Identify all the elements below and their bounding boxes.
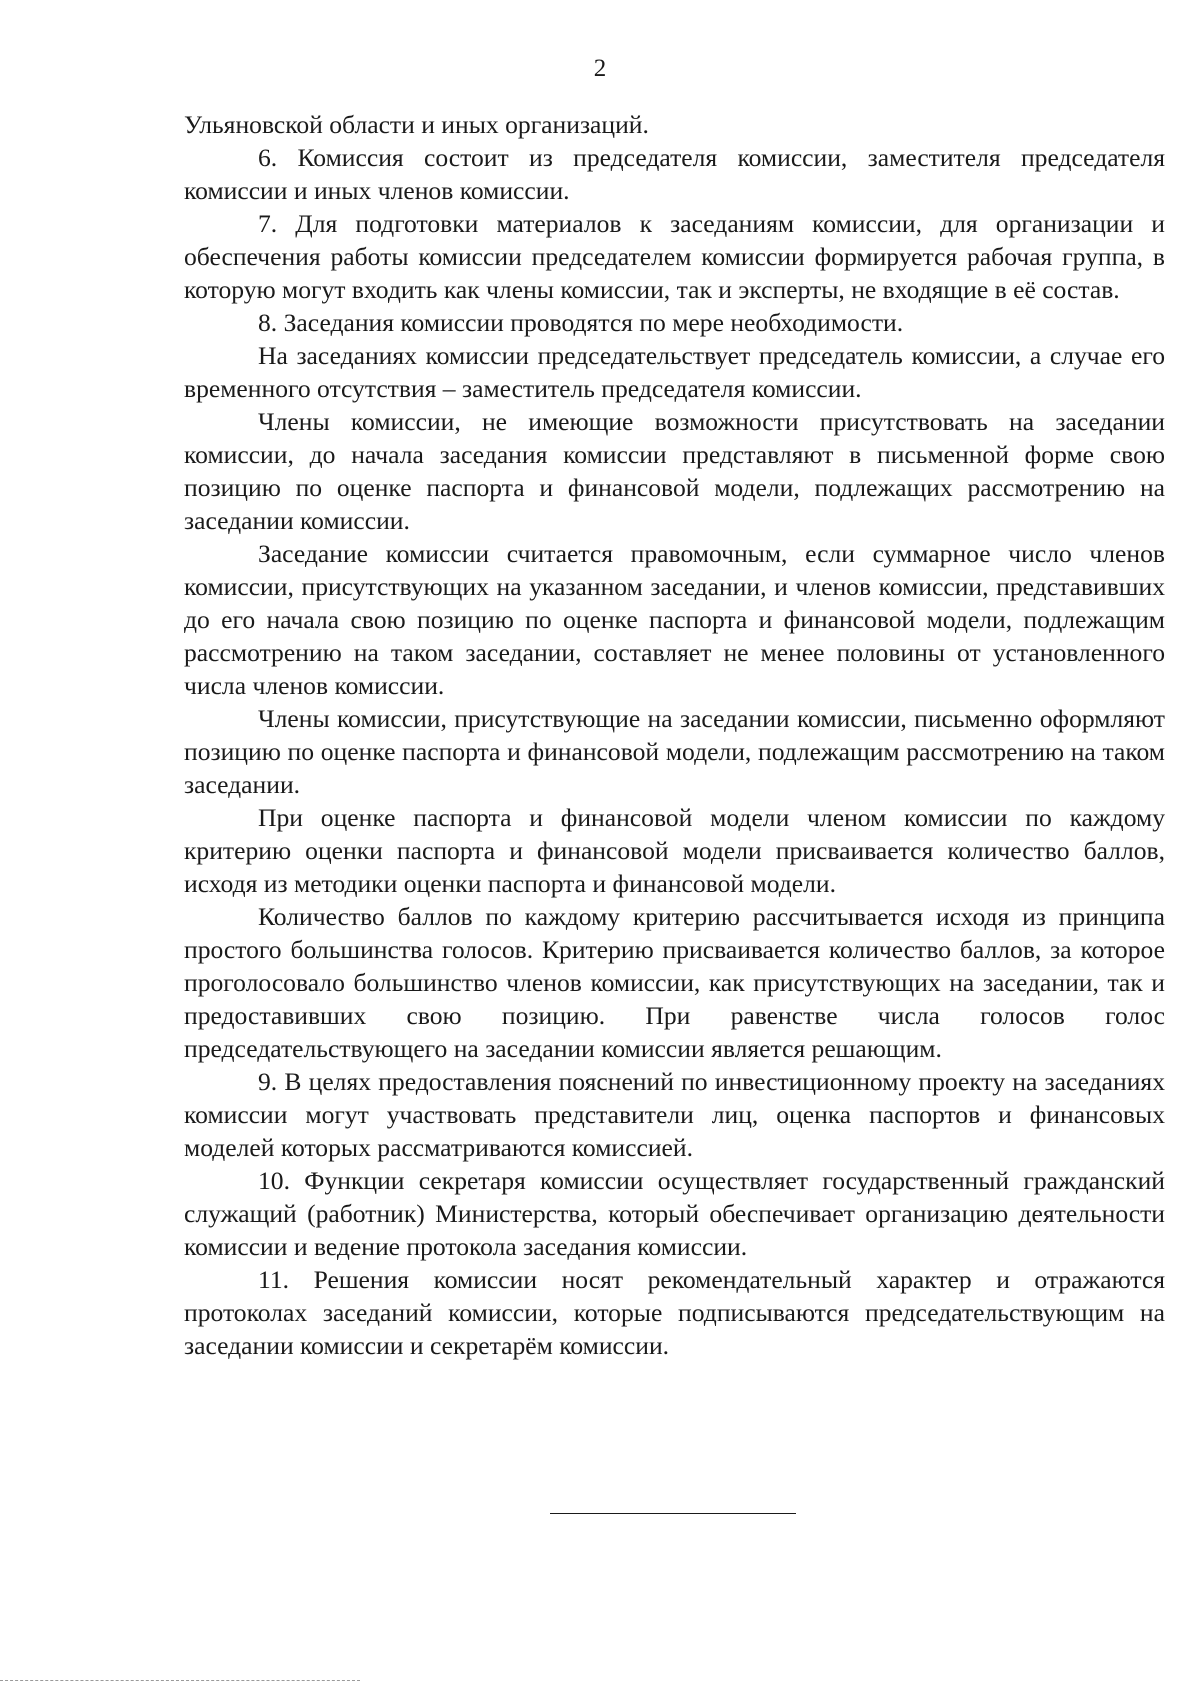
paragraph-item-6: 6. Комиссия состоит из председателя комиссии, заместителя председателя комиссии и иных членов комиссии. <box>184 143 1165 205</box>
paragraph-majority-vote: Количество баллов по каждому критерию рассчитывается исходя из принципа простого большинства голосов. Критерию присваивается количество баллов, за которое проголосовало большинство членов комиссии, как присутствующих на заседании, так и предоставивших свою позицию. При равенстве числа голосов голос председательствующего на заседании комиссии является решающим. <box>184 902 1165 1063</box>
paragraph-chair: На заседаниях комиссии председательствует председатель комиссии, а случае его временного отсутствия – заместитель председателя комиссии. <box>184 341 1165 403</box>
paragraph-quorum: Заседание комиссии считается правомочным, если суммарное число членов комиссии, присутствующих на указанном заседании, и членов комиссии, представивших до его начала свою позицию по оценке паспорта и финансовой модели, подлежащим рассмотрению на таком заседании, составляет не менее половины от установленного числа членов комиссии. <box>184 539 1165 700</box>
paragraph-absent-members: Члены комиссии, не имеющие возможности присутствовать на заседании комиссии, до начала заседания комиссии представляют в письменной форме свою позицию по оценке паспорта и финансовой модели, подлежащих рассмотрению на заседании комиссии. <box>184 407 1165 535</box>
paragraph-scoring: При оценке паспорта и финансовой модели членом комиссии по каждому критерию оценки паспорта и финансовой модели присваивается количество баллов, исходя из методики оценки паспорта и финансовой модели. <box>184 803 1165 898</box>
page-number: 2 <box>593 55 607 82</box>
paragraph-written-position: Члены комиссии, присутствующие на заседании комиссии, письменно оформляют позицию по оценке паспорта и финансовой модели, подлежащим рассмотрению на таком заседании. <box>184 704 1165 799</box>
document-body <box>184 108 1165 1362</box>
paragraph-item-11: 11. Решения комиссии носят рекомендательный характер и отражаются протоколах заседаний комиссии, которые подписываются председательствующим на заседании комиссии и секретарём комиссии. <box>184 1265 1165 1360</box>
paragraph-item-7: 7. Для подготовки материалов к заседаниям комиссии, для организации и обеспечения работы комиссии председателем комиссии формируется рабочая группа, в которую могут входить как члены комиссии, так и эксперты, не входящие в её состав. <box>184 209 1165 304</box>
paragraph-item-10: 10. Функции секретаря комиссии осуществляет государственный гражданский служащий (работник) Министерства, который обеспечивает организацию деятельности комиссии и ведение протокола заседания комиссии. <box>184 1166 1165 1261</box>
end-of-document-rule <box>550 1513 796 1514</box>
paragraph-item-9: 9. В целях предоставления пояснений по инвестиционному проекту на заседаниях комиссии могут участвовать представители лиц, оценка паспортов и финансовых моделей которых рассматриваются комиссией. <box>184 1067 1165 1162</box>
paragraph-item-8: 8. Заседания комиссии проводятся по мере необходимости. <box>258 308 904 337</box>
paragraph-continuation: Ульяновской области и иных организаций. <box>184 110 649 139</box>
scan-artifact-line <box>0 1680 360 1681</box>
